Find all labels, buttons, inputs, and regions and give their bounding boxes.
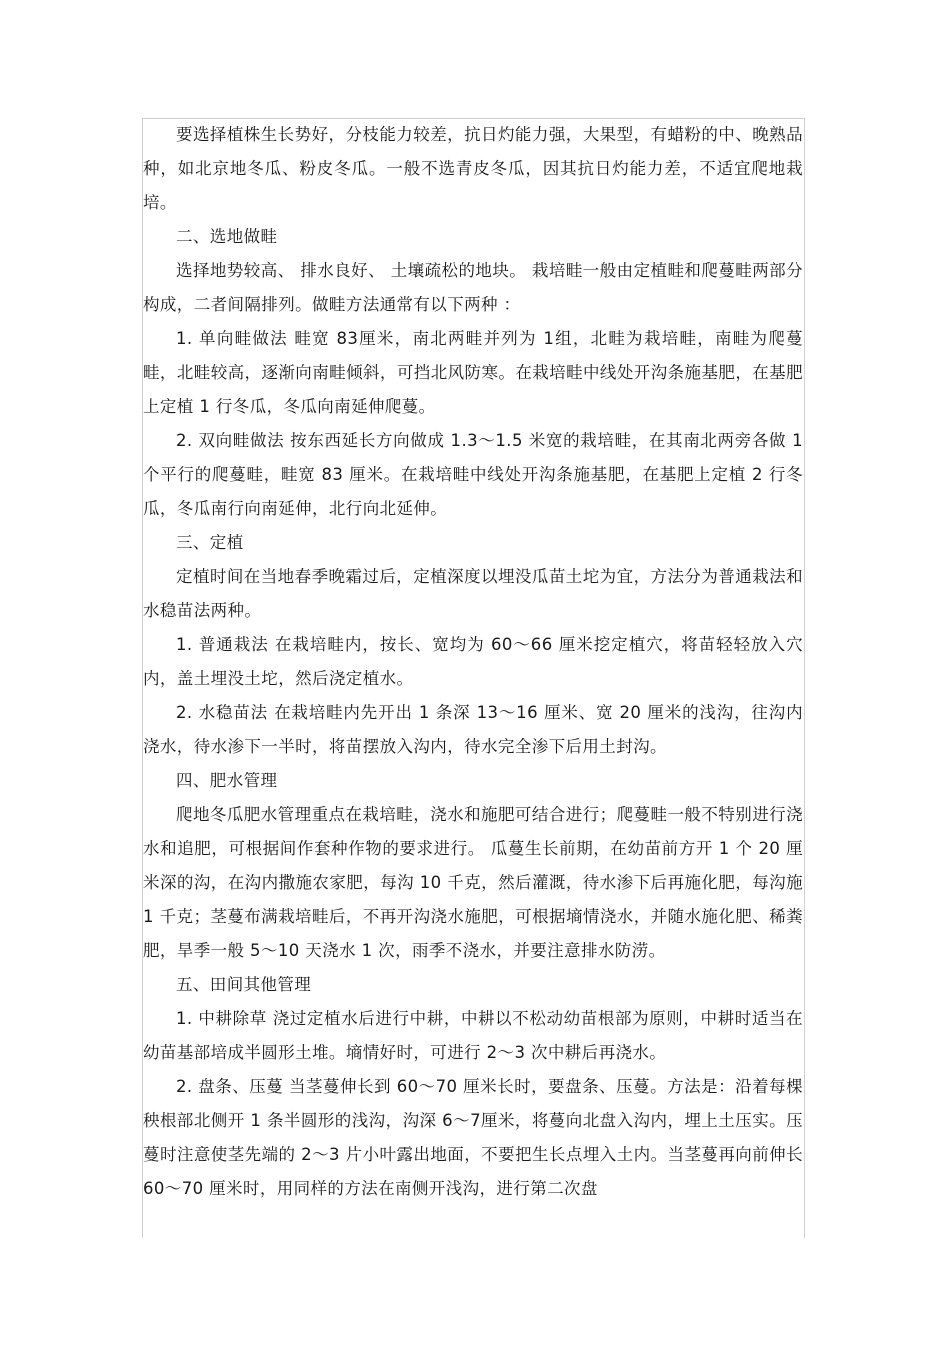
- paragraph-double-bed-method: 2. 双向畦做法 按东西延长方向做成 1.3～1.5 米宽的栽培畦，在其南北两旁各做 1 个平行的爬蔓畦，畦宽 83 厘米。在栽培畦中线处开沟条施基肥，在基肥上定植 2 行冬瓜，冬瓜南行向南延伸，北行向北延伸。: [143, 431, 803, 518]
- document-body: [143, 118, 803, 1206]
- paragraph-single-bed-method: 1. 单向畦做法 畦宽 83厘米，南北两畦并列为 1组，北畦为栽培畦，南畦为爬蔓畦，北畦较高，逐渐向南畦倾斜，可挡北风防寒。在栽培畦中线处开沟条施基肥，在基肥上定植 1 行冬瓜，冬瓜向南延伸爬蔓。: [143, 329, 803, 416]
- section-heading-site-selection: 二、选地做畦: [176, 227, 278, 246]
- paragraph-planting-time: 定植时间在当地春季晚霜过后，定植深度以埋没瓜苗土坨为宜，方法分为普通栽法和水稳苗法两种。: [143, 567, 803, 620]
- paragraph-vine-pressing: 2. 盘条、压蔓 当茎蔓伸长到 60～70 厘米长时，要盘条、压蔓。方法是：沿着每棵秧根部北侧开 1 条半圆形的浅沟，沟深 6～7厘米，将蔓向北盘入沟内，埋上土压实。压蔓时注意使茎先端的 2～3 片小叶露出地面，不要把生长点埋入土内。当茎蔓再向前伸长 60～70 厘米时，用同样的方法在南侧开浅沟，进行第二次盘: [143, 1077, 803, 1198]
- section-heading-field-management: 五、田间其他管理: [176, 975, 312, 994]
- paragraph-fertilizer-water: 爬地冬瓜肥水管理重点在栽培畦，浇水和施肥可结合进行；爬蔓畦一般不特别进行浇水和追肥，可根据间作套种作物的要求进行。 瓜蔓生长前期，在幼苗前方开 1 个 20 厘米深的沟，在沟内撒施农家肥，每沟 10 千克，然后灌溉，待水渗下后再施化肥，每沟施 1 千克；茎蔓布满栽培畦后，不再开沟浇水施肥，可根据墒情浇水，并随水施化肥、稀粪肥，旱季一般 5～10 天浇水 1 次，雨季不浇水，并要注意排水防涝。: [143, 805, 803, 960]
- paragraph-cultivation-weeding: 1. 中耕除草 浇过定植水后进行中耕，中耕以不松动幼苗根部为原则，中耕时适当在幼苗基部培成半圆形土堆。墒情好时，可进行 2～3 次中耕后再浇水。: [143, 1009, 803, 1062]
- section-heading-fertilizer-water: 四、肥水管理: [176, 771, 278, 790]
- paragraph-normal-planting: 1. 普通栽法 在栽培畦内，按长、宽均为 60～66 厘米挖定植穴，将苗轻轻放入穴内，盖土埋没土坨，然后浇定植水。: [143, 635, 803, 688]
- paragraph-variety-selection: 要选择植株生长势好，分枝能力较差，抗日灼能力强，大果型，有蜡粉的中、晚熟品种，如北京地冬瓜、粉皮冬瓜。一般不选青皮冬瓜，因其抗日灼能力差，不适宜爬地栽培。: [143, 125, 803, 212]
- paragraph-site-selection: 选择地势较高、 排水良好、 土壤疏松的地块。 栽培畦一般由定植畦和爬蔓畦两部分构成，二者间隔排列。做畦方法通常有以下两种 ：: [143, 261, 803, 314]
- paragraph-water-stable-planting: 2. 水稳苗法 在栽培畦内先开出 1 条深 13～16 厘米、宽 20 厘米的浅沟，往沟内浇水，待水渗下一半时，将苗摆放入沟内，待水完全渗下后用土封沟。: [143, 703, 803, 756]
- section-heading-planting: 三、定植: [176, 533, 244, 552]
